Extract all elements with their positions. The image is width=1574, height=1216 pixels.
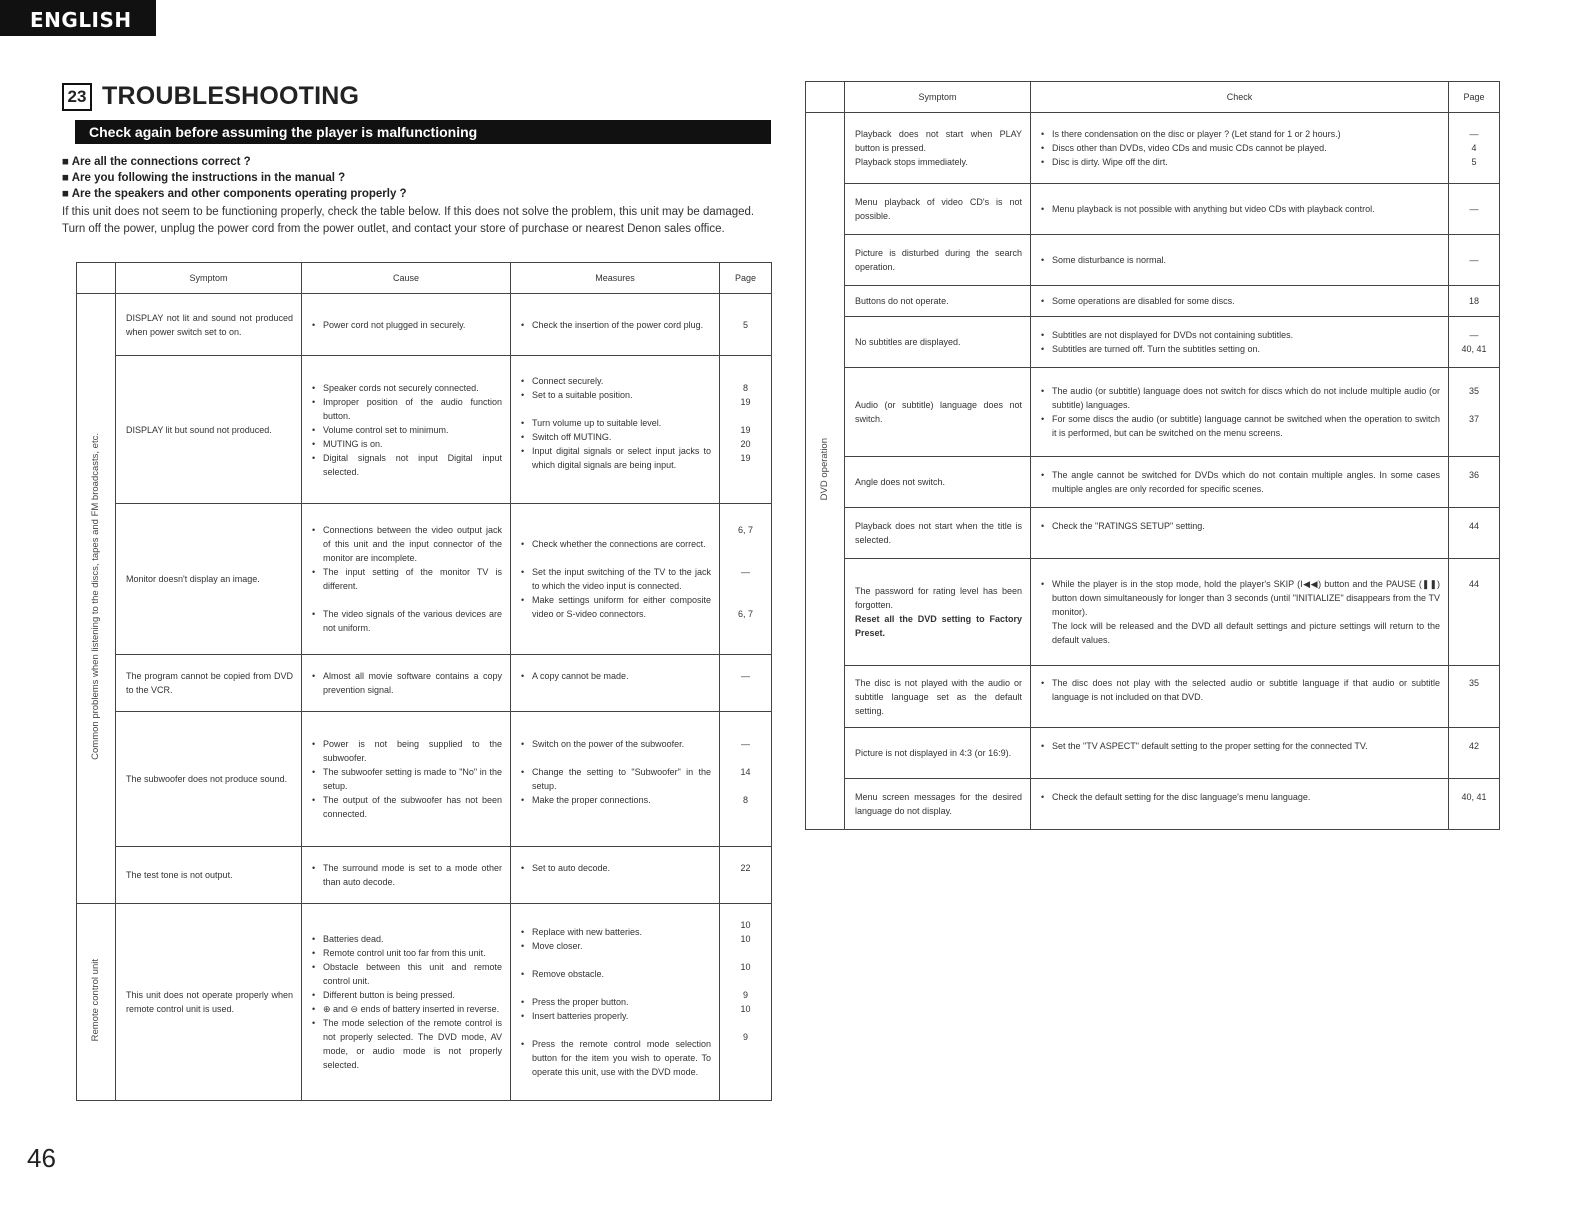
table-row [806,779,1500,830]
page-cell: — 40, 41 [1449,317,1500,368]
check-cell: • While the player is in the stop mode, hold the player's SKIP (I◀◀) button and the PAUSE (❚❚) button down simultaneously for longer than 3 seconds (until "INITIALIZE" disappears from the TV monitor). The lock will be released and the DVD all default settings and picture settings will return to the default values. [1031,559,1449,666]
category-label: Common problems when listening to the discs, tapes and FM broadcasts, etc. [90,433,101,760]
table-row [77,712,772,847]
section-number: 23 [62,83,92,111]
table-row [806,666,1500,728]
measures-cell: • Connect securely. • Set to a suitable position. • Turn volume up to suitable level. • Switch off MUTING. • Input digital signals or select input jacks to which digital signals are being input. [511,356,720,504]
symptom-cell: The subwoofer does not produce sound. [116,712,302,847]
page-cell: 35 [1449,666,1500,728]
symptom-cell: This unit does not operate properly when remote control unit is used. [116,904,302,1101]
cause-cell: • Connections between the video output jack of this unit and the input connector of the monitor are incomplete. • The input setting of the monitor TV is different. • The video signals of the various devices are not uniform. [302,504,511,655]
check-cell: • Set the "TV ASPECT" default setting to the proper setting for the connected TV. [1031,728,1449,779]
header-blank [77,263,116,294]
table-row [806,457,1500,508]
check-cell: • Some disturbance is normal. [1031,235,1449,286]
category-label: DVD operation [819,437,830,501]
page-cell: 44 [1449,508,1500,559]
check-cell: • Check the "RATINGS SETUP" setting. [1031,508,1449,559]
measures-cell: • Check whether the connections are correct. • Set the input switching of the TV to the jack to which the video input is connected. • Make settings uniform for either composite video or S-video connectors. [511,504,720,655]
check-cell: • The disc does not play with the selected audio or subtitle language if that audio or subtitle language is not included on that DVD. [1031,666,1449,728]
page-cell: — 14 8 [720,712,772,847]
header-measures: Measures [511,263,720,294]
page-cell: 5 [720,294,772,356]
table-row [806,508,1500,559]
checklist [62,154,772,237]
page-cell: 8 19 19 20 19 [720,356,772,504]
table-row [806,286,1500,317]
check-cell: • Menu playback is not possible with anything but video CDs with playback control. [1031,184,1449,235]
category-cell [77,294,116,904]
table-row [77,356,772,504]
symptom-cell: The program cannot be copied from DVD to the VCR. [116,655,302,712]
header-blank [806,82,845,113]
intro-paragraph: If this unit does not seem to be functioning properly, check the table below. If this does not solve the problem, this unit may be damaged. Turn off the power, unplug the power cord from the power outlet, and contact your store of purchase or nearest Denon sales office. [62,206,755,235]
symptom-cell: Audio (or subtitle) language does not switch. [845,368,1031,457]
symptom-cell: Picture is not displayed in 4:3 (or 16:9). [845,728,1031,779]
table-header-row [806,82,1500,113]
category-cell [77,904,116,1101]
page-cell: — [1449,235,1500,286]
cause-cell: • The surround mode is set to a mode other than auto decode. [302,847,511,904]
page-cell: 18 [1449,286,1500,317]
header-symptom: Symptom [116,263,302,294]
page-cell: — 4 5 [1449,113,1500,184]
symptom-cell: Playback does not start when PLAY button is pressed. Playback stops immediately. [845,113,1031,184]
table-row [806,728,1500,779]
category-label: Remote control unit [90,958,101,1042]
page-cell: 40, 41 [1449,779,1500,830]
page-title: TROUBLESHOOTING [102,82,360,110]
symptom-cell: The password for rating level has been forgotten. Reset all the DVD setting to Factory Preset. [845,559,1031,666]
check-cell: • The audio (or subtitle) language does not switch for discs which do not include multiple audio (or subtitle) languages. • For some discs the audio (or subtitle) language cannot be switched when the operation to switch it is performed, but can be switched on the menu screens. [1031,368,1449,457]
language-tab: ENGLISH [0,0,156,36]
table-row [806,113,1500,184]
symptom-cell: Angle does not switch. [845,457,1031,508]
measures-cell: • Switch on the power of the subwoofer. • Change the setting to "Subwoofer" in the setup. • Make the proper connections. [511,712,720,847]
page-cell: 44 [1449,559,1500,666]
measures-cell: • Set to auto decode. [511,847,720,904]
table-header-row [77,263,772,294]
measures-cell: • Replace with new batteries. • Move closer. • Remove obstacle. • Press the proper button. • Insert batteries properly. • Press the remote control mode selection button for the item you wish to operate. To operate this unit, use with the DVD mode. [511,904,720,1101]
header-page: Page [1449,82,1500,113]
page-cell: 35 37 [1449,368,1500,457]
cause-cell: • Power is not being supplied to the subwoofer. • The subwoofer setting is made to "No" in the setup. • The output of the subwoofer has not been connected. [302,712,511,847]
table-row [806,317,1500,368]
check-cell: • Check the default setting for the disc language's menu language. [1031,779,1449,830]
check-cell: • Some operations are disabled for some discs. [1031,286,1449,317]
cause-cell: • Power cord not plugged in securely. [302,294,511,356]
table-row [77,504,772,655]
symptom-cell: DISPLAY not lit and sound not produced when power switch set to on. [116,294,302,356]
table-row [77,847,772,904]
page-cell: 42 [1449,728,1500,779]
symptom-cell: Picture is disturbed during the search operation. [845,235,1031,286]
check-item: ■ Are the speakers and other components operating properly ? [62,188,407,200]
check-cell: • The angle cannot be switched for DVDs which do not contain multiple angles. In some cases multiple angles are only recorded for specific scenes. [1031,457,1449,508]
table-row [77,655,772,712]
header-cause: Cause [302,263,511,294]
table-row [806,184,1500,235]
symptom-cell: The test tone is not output. [116,847,302,904]
check-cell: • Subtitles are not displayed for DVDs not containing subtitles. • Subtitles are turned off. Turn the subtitles setting on. [1031,317,1449,368]
page-cell: 10 10 10 9 10 9 [720,904,772,1101]
symptom-cell: Menu screen messages for the desired language do not display. [845,779,1031,830]
symptom-cell: No subtitles are displayed. [845,317,1031,368]
header-page: Page [720,263,772,294]
measures-cell: • Check the insertion of the power cord plug. [511,294,720,356]
subheading-bar: Check again before assuming the player is malfunctioning [75,120,771,144]
page-number: 46 [27,1143,56,1173]
symptom-cell: Menu playback of video CD's is not possible. [845,184,1031,235]
page-cell: 22 [720,847,772,904]
section-title [62,82,359,111]
symptom-cell: Buttons do not operate. [845,286,1031,317]
troubleshooting-table-left [76,262,772,1101]
table-row [806,559,1500,666]
page-cell: — [1449,184,1500,235]
table-row [77,904,772,1101]
category-cell [806,113,845,830]
troubleshooting-table-right [805,81,1500,830]
table-row [77,294,772,356]
header-symptom: Symptom [845,82,1031,113]
symptom-cell: Playback does not start when the title is selected. [845,508,1031,559]
cause-cell: • Almost all movie software contains a copy prevention signal. [302,655,511,712]
measures-cell: • A copy cannot be made. [511,655,720,712]
check-item: ■ Are all the connections correct ? [62,156,251,168]
cause-cell: • Speaker cords not securely connected. • Improper position of the audio function button. • Volume control set to minimum. • MUTING is on. • Digital signals not input Digital input selected. [302,356,511,504]
page-cell: 6, 7 — 6, 7 [720,504,772,655]
table-row [806,235,1500,286]
table-row [806,368,1500,457]
check-item: ■ Are you following the instructions in the manual ? [62,172,346,184]
cause-cell: • Batteries dead. • Remote control unit too far from this unit. • Obstacle between this unit and remote control unit. • Different button is being pressed. • ⊕ and ⊖ ends of battery inserted in reverse. • The mode selection of the remote control is not properly selected. The DVD mode, AV mode, or audio mode is not properly selected. [302,904,511,1101]
check-cell: • Is there condensation on the disc or player ? (Let stand for 1 or 2 hours.) • Discs other than DVDs, video CDs and music CDs cannot be played. • Disc is dirty. Wipe off the dirt. [1031,113,1449,184]
page-cell: 36 [1449,457,1500,508]
symptom-cell: The disc is not played with the audio or subtitle language set as the default setting. [845,666,1031,728]
symptom-cell: Monitor doesn't display an image. [116,504,302,655]
header-check: Check [1031,82,1449,113]
page-cell: — [720,655,772,712]
symptom-cell: DISPLAY lit but sound not produced. [116,356,302,504]
